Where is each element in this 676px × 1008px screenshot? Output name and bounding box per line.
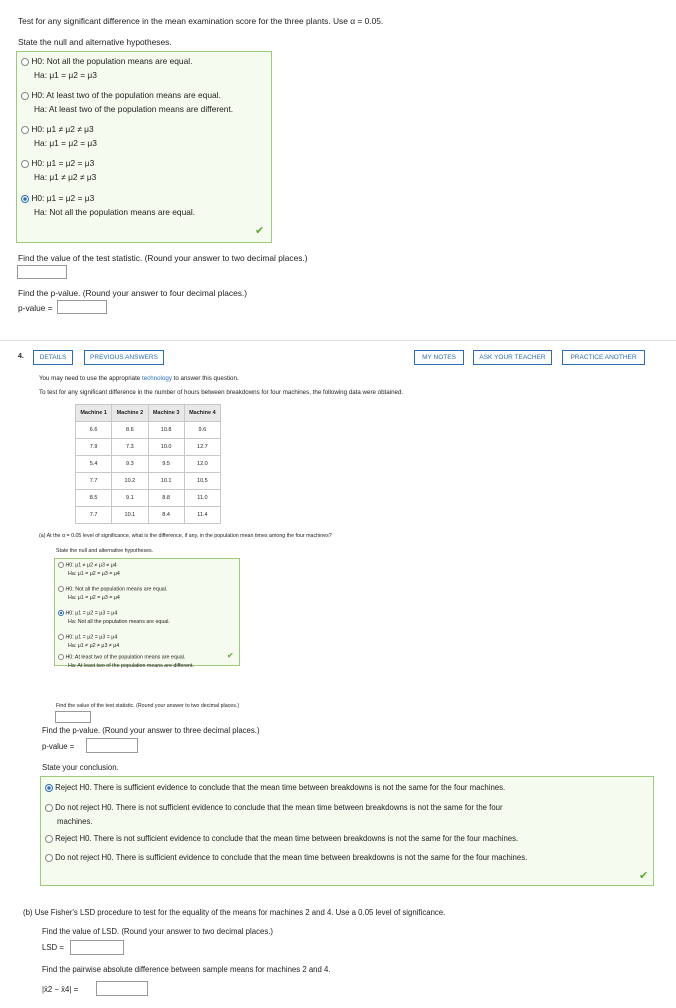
table-cell: 8.4 [148,507,184,524]
lsd-input[interactable] [70,940,124,955]
table-cell: 10.0 [148,439,184,456]
table-cell: 9.5 [148,456,184,473]
top-pvalue-prefix: p-value = [18,303,53,313]
radio-icon[interactable] [58,586,64,592]
table-cell: 7.7 [76,507,112,524]
q4-option-5-ha: Ha: At least two of the population means are different. [68,663,194,669]
table-row [76,422,221,439]
conclusion-option-2[interactable]: Do not reject H0. There is not sufficient evidence to conclude that the mean time between breakdowns is not the same for the four [45,803,503,812]
top-intro: Test for any significant difference in the mean examination score for the three plants. Use α = 0.05. [18,16,384,26]
previous-answers-button[interactable]: PREVIOUS ANSWERS [84,350,164,365]
table-cell: 10.1 [148,473,184,490]
table-cell: 9.6 [184,422,220,439]
table-row [76,439,221,456]
top-test-stat-label: Find the value of the test statistic. (Round your answer to two decimal places.) [18,253,308,263]
checkmark-icon: ✔ [255,225,265,237]
conclusion-box [40,776,654,886]
q4-option-5[interactable]: H0: At least two of the population means are equal. [58,654,185,660]
part-a-label: (a) At the α = 0.05 level of significance, what is the difference, if any, in the population mean times among the four machines? [39,533,332,539]
table-row [76,473,221,490]
radio-selected-icon[interactable] [21,195,29,203]
q4-option-3-ha: Ha: Not all the population means are equal. [68,619,170,625]
divider [0,340,676,341]
table-cell: 7.7 [76,473,112,490]
checkmark-icon: ✔ [227,651,234,660]
q4-test-stat-label: Find the value of the test statistic. (Round your answer to two decimal places.) [56,703,240,709]
q4-option-4-ha: Ha: μ1 ≠ μ2 ≠ μ3 ≠ μ4 [68,643,120,649]
radio-selected-icon[interactable] [45,784,53,792]
pair-label: Find the pairwise absolute difference between sample means for machines 2 and 4. [42,965,331,974]
table-header-row [76,405,221,422]
table-cell: 10.5 [184,473,220,490]
table-cell: 12.0 [184,456,220,473]
table-cell: 5.4 [76,456,112,473]
q4-option-2[interactable]: H0: Not all the population means are equal. [58,586,167,592]
radio-icon[interactable] [45,854,53,862]
table-row [76,507,221,524]
top-option-5[interactable]: H0: μ1 = μ2 = μ3 [21,193,94,203]
top-option-1[interactable]: H0: Not all the population means are equal. [21,56,192,66]
conclusion-option-4[interactable]: Do not reject H0. There is sufficient evidence to conclude that the mean time between breakdowns is not the same for the four machines. [45,853,527,862]
q4-option-2-ha: Ha: μ1 = μ2 = μ3 = μ4 [68,595,120,601]
radio-icon[interactable] [58,654,64,660]
top-option-3-ha: Ha: μ1 = μ2 = μ3 [34,138,97,148]
top-state-label: State the null and alternative hypotheses. [18,37,172,47]
radio-icon[interactable] [45,835,53,843]
table-cell: 11.0 [184,490,220,507]
radio-selected-icon[interactable] [58,610,64,616]
table-cell: 8.8 [148,490,184,507]
technology-link[interactable]: technology [141,375,172,382]
table-cell: 10.1 [112,507,148,524]
table-cell: 7.9 [76,439,112,456]
top-hypotheses-box [16,51,272,243]
machine-data-table [75,404,221,524]
q4-intro: To test for any significant difference in the number of hours between breakdowns for four machines, the following data were obtained. [39,389,404,396]
radio-icon[interactable] [21,160,29,168]
table-cell: 12.7 [184,439,220,456]
q4-option-3[interactable]: H0: μ1 = μ2 = μ3 = μ4 [58,610,117,616]
q4-option-1-ha: Ha: μ1 = μ2 = μ3 = μ4 [68,571,120,577]
details-button[interactable]: DETAILS [33,350,73,365]
table-cell: 6.6 [76,422,112,439]
conclusion-label: State your conclusion. [42,763,119,772]
table-cell: 11.4 [184,507,220,524]
top-option-4[interactable]: H0: μ1 = μ2 = μ3 [21,158,94,168]
table-header: Machine 4 [184,405,220,422]
table-row [76,490,221,507]
top-option-2[interactable]: H0: At least two of the population means are equal. [21,90,221,100]
radio-icon[interactable] [58,562,64,568]
q4-option-1[interactable]: H0: μ1 ≠ μ2 ≠ μ3 ≠ μ4 [58,562,117,568]
q4-pvalue-label: Find the p-value. (Round your answer to three decimal places.) [42,726,260,735]
table-cell: 10.8 [148,422,184,439]
part-b-label: (b) Use Fisher's LSD procedure to test for the equality of the means for machines 2 and 4. Use a 0.05 level of significance. [23,908,446,917]
question-number: 4. [18,353,24,360]
q4-option-4[interactable]: H0: μ1 = μ2 = μ3 = μ4 [58,634,117,640]
radio-icon[interactable] [21,92,29,100]
conclusion-option-3[interactable]: Reject H0. There is not sufficient evidence to conclude that the mean time between breakdowns is not the same for the four machines. [45,834,518,843]
top-option-3[interactable]: H0: μ1 ≠ μ2 ≠ μ3 [21,124,94,134]
radio-icon[interactable] [45,804,53,812]
q4-state-label: State the null and alternative hypotheses. [56,548,154,554]
lsd-prefix: LSD = [42,943,64,952]
top-pvalue-input[interactable] [57,300,107,314]
table-cell: 10.2 [112,473,148,490]
top-option-4-ha: Ha: μ1 ≠ μ2 ≠ μ3 [34,172,97,182]
top-test-stat-input[interactable] [17,265,67,279]
lsd-label: Find the value of LSD. (Round your answer to two decimal places.) [42,927,273,936]
checkmark-icon: ✔ [639,870,649,882]
q4-hypotheses-box [54,558,240,669]
pair-prefix: |x̄2 − x̄4| = [42,985,79,994]
top-option-5-ha: Ha: Not all the population means are equal. [34,207,196,217]
q4-pvalue-prefix: p-value = [42,742,75,751]
table-header: Machine 3 [148,405,184,422]
conclusion-option-1[interactable]: Reject H0. There is sufficient evidence to conclude that the mean time between breakdowns is not the same for the four machines. [45,783,505,792]
conclusion-option-2-cont: machines. [57,817,93,826]
my-notes-button[interactable]: MY NOTES [414,350,464,365]
table-cell: 8.5 [76,490,112,507]
table-row [76,456,221,473]
table-cell: 9.1 [112,490,148,507]
table-cell: 8.6 [112,422,148,439]
top-option-1-ha: Ha: μ1 = μ2 = μ3 [34,70,97,80]
radio-icon[interactable] [58,634,64,640]
q4-pvalue-input[interactable] [86,738,138,753]
tech-note: You may need to use the appropriate technology to answer this question. [39,375,239,382]
practice-another-button[interactable]: PRACTICE ANOTHER [562,350,645,365]
table-header: Machine 2 [112,405,148,422]
pair-diff-input[interactable] [96,981,148,996]
table-cell: 9.3 [112,456,148,473]
q4-test-stat-input[interactable] [55,711,91,723]
table-cell: 7.3 [112,439,148,456]
radio-icon[interactable] [21,58,29,66]
top-pvalue-label: Find the p-value. (Round your answer to four decimal places.) [18,288,248,298]
top-option-2-ha: Ha: At least two of the population means are different. [34,104,234,114]
table-header: Machine 1 [76,405,112,422]
radio-icon[interactable] [21,126,29,134]
ask-teacher-button[interactable]: ASK YOUR TEACHER [473,350,552,365]
